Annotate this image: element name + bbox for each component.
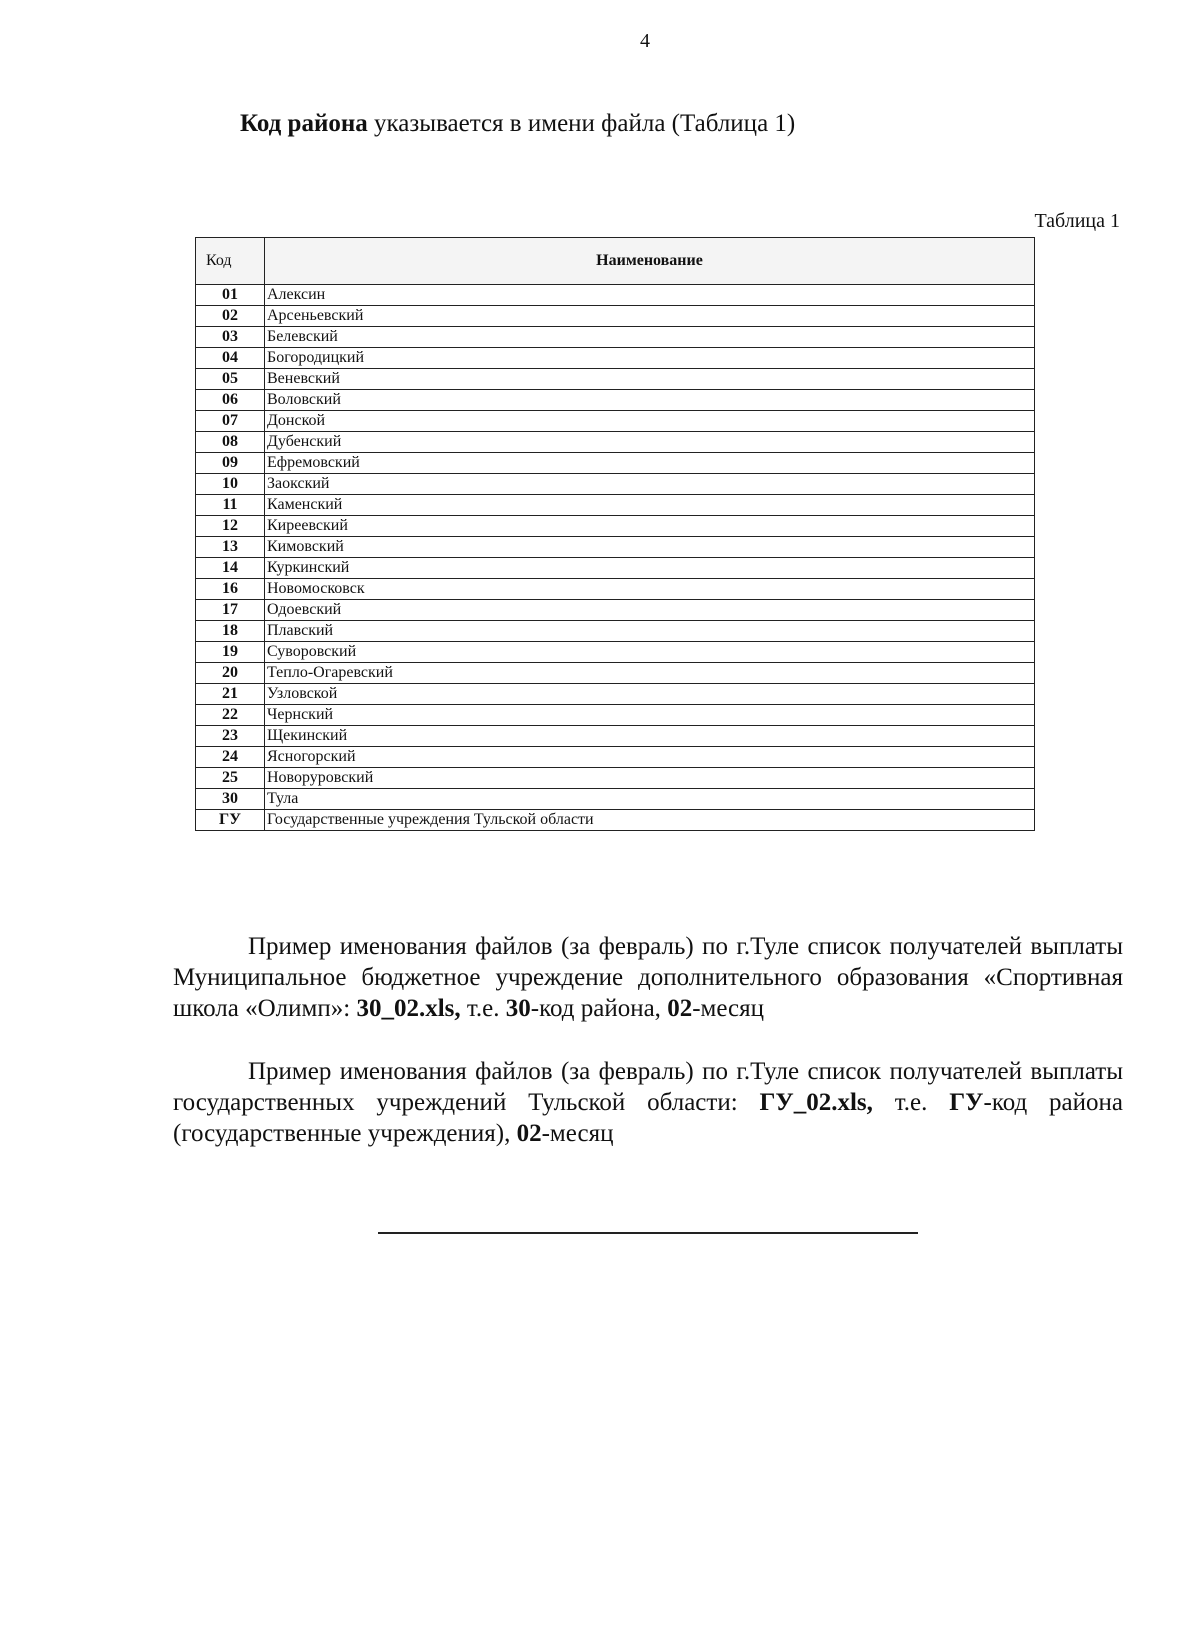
p1-month: 02 xyxy=(667,995,693,1022)
table-row xyxy=(196,306,1035,327)
district-name: Тула xyxy=(265,789,1035,810)
district-code: 04 xyxy=(196,348,265,369)
district-name: Дубенский xyxy=(265,432,1035,453)
table-row xyxy=(196,558,1035,579)
p2-month: 02 xyxy=(516,1120,542,1147)
district-name: Белевский xyxy=(265,327,1035,348)
district-name: Чернский xyxy=(265,705,1035,726)
district-name: Каменский xyxy=(265,495,1035,516)
example-paragraph-2 xyxy=(173,1056,1123,1149)
table-row xyxy=(196,600,1035,621)
district-code: 30 xyxy=(196,789,265,810)
district-code: 05 xyxy=(196,369,265,390)
district-name: Кимовский xyxy=(265,537,1035,558)
district-name: Государственные учреждения Тульской области xyxy=(265,810,1035,831)
table-row xyxy=(196,537,1035,558)
district-code: 07 xyxy=(196,411,265,432)
district-name: Алексин xyxy=(265,285,1035,306)
table-row xyxy=(196,684,1035,705)
table-caption: Таблица 1 xyxy=(1034,210,1120,232)
table-row xyxy=(196,747,1035,768)
header-code: Код xyxy=(196,238,265,285)
table-row xyxy=(196,474,1035,495)
district-code: 14 xyxy=(196,558,265,579)
table-body xyxy=(196,285,1035,831)
district-name: Ефремовский xyxy=(265,453,1035,474)
district-code: 11 xyxy=(196,495,265,516)
district-name: Веневский xyxy=(265,369,1035,390)
district-name: Ясногорский xyxy=(265,747,1035,768)
table-row xyxy=(196,348,1035,369)
table-row xyxy=(196,495,1035,516)
district-name: Арсеньевский xyxy=(265,306,1035,327)
table-row xyxy=(196,768,1035,789)
district-code: 24 xyxy=(196,747,265,768)
district-code: 19 xyxy=(196,642,265,663)
district-name: Куркинский xyxy=(265,558,1035,579)
district-name: Киреевский xyxy=(265,516,1035,537)
heading-bold: Код района xyxy=(240,110,368,137)
table-row xyxy=(196,432,1035,453)
table-row xyxy=(196,327,1035,348)
header-name: Наименование xyxy=(265,238,1035,285)
district-code: 25 xyxy=(196,768,265,789)
district-code: 20 xyxy=(196,663,265,684)
district-name: Заокский xyxy=(265,474,1035,495)
table-row xyxy=(196,726,1035,747)
table-row xyxy=(196,369,1035,390)
p1-text: -месяц xyxy=(692,995,765,1022)
p1-code: 30 xyxy=(505,995,531,1022)
p1-text: -код района, xyxy=(530,995,668,1022)
table-row xyxy=(196,705,1035,726)
table-row xyxy=(196,810,1035,831)
district-code: 12 xyxy=(196,516,265,537)
table-row xyxy=(196,789,1035,810)
district-name: Щекинский xyxy=(265,726,1035,747)
table-row xyxy=(196,579,1035,600)
table-row xyxy=(196,453,1035,474)
district-code: 08 xyxy=(196,432,265,453)
district-code: 03 xyxy=(196,327,265,348)
district-code: 18 xyxy=(196,621,265,642)
district-code: 23 xyxy=(196,726,265,747)
heading-rest: указывается в имени файла (Таблица 1) xyxy=(367,110,796,137)
district-name: Новоруровский xyxy=(265,768,1035,789)
district-name: Донской xyxy=(265,411,1035,432)
district-code: 21 xyxy=(196,684,265,705)
district-code: 09 xyxy=(196,453,265,474)
table-row xyxy=(196,516,1035,537)
table-row xyxy=(196,390,1035,411)
district-code: 06 xyxy=(196,390,265,411)
district-code: 13 xyxy=(196,537,265,558)
district-name: Плавский xyxy=(265,621,1035,642)
table-row xyxy=(196,642,1035,663)
p2-text: Пример именования файлов (за февраль) по г.Туле список получателей выплаты государственных учреждений Тульской области: xyxy=(173,1058,1123,1116)
p2-code: ГУ xyxy=(949,1089,984,1116)
p1-filename: 30_02.xls, xyxy=(356,995,461,1022)
district-code: ГУ xyxy=(196,810,265,831)
district-code: 17 xyxy=(196,600,265,621)
district-code: 10 xyxy=(196,474,265,495)
page-heading xyxy=(240,110,795,138)
p2-filename: ГУ_02.xls, xyxy=(759,1089,873,1116)
district-name: Одоевский xyxy=(265,600,1035,621)
district-code: 22 xyxy=(196,705,265,726)
district-name: Тепло-Огаревский xyxy=(265,663,1035,684)
example-paragraph-1 xyxy=(173,931,1123,1024)
district-code: 01 xyxy=(196,285,265,306)
district-name: Новомосковск xyxy=(265,579,1035,600)
district-codes-table xyxy=(195,237,1035,831)
p2-text: т.е. xyxy=(872,1089,950,1116)
district-name: Узловской xyxy=(265,684,1035,705)
table-row xyxy=(196,621,1035,642)
table-row xyxy=(196,663,1035,684)
table-header-row xyxy=(196,238,1035,285)
district-name: Воловский xyxy=(265,390,1035,411)
district-name: Суворовский xyxy=(265,642,1035,663)
p2-text: -код района (государственные учреждения), xyxy=(173,1089,1123,1147)
closing-rule xyxy=(378,1232,918,1234)
p1-text: Пример именования файлов (за февраль) по г.Туле список получателей выплаты Муниципальное бюджетное учреждение дополнительного образования «Спортивная школа «Олимп»: xyxy=(173,933,1123,1022)
district-code: 02 xyxy=(196,306,265,327)
p2-text: -месяц xyxy=(541,1120,614,1147)
page-number: 4 xyxy=(640,30,650,52)
district-name: Богородицкий xyxy=(265,348,1035,369)
district-code: 16 xyxy=(196,579,265,600)
table-row xyxy=(196,411,1035,432)
table-row xyxy=(196,285,1035,306)
p1-text: т.е. xyxy=(460,995,506,1022)
